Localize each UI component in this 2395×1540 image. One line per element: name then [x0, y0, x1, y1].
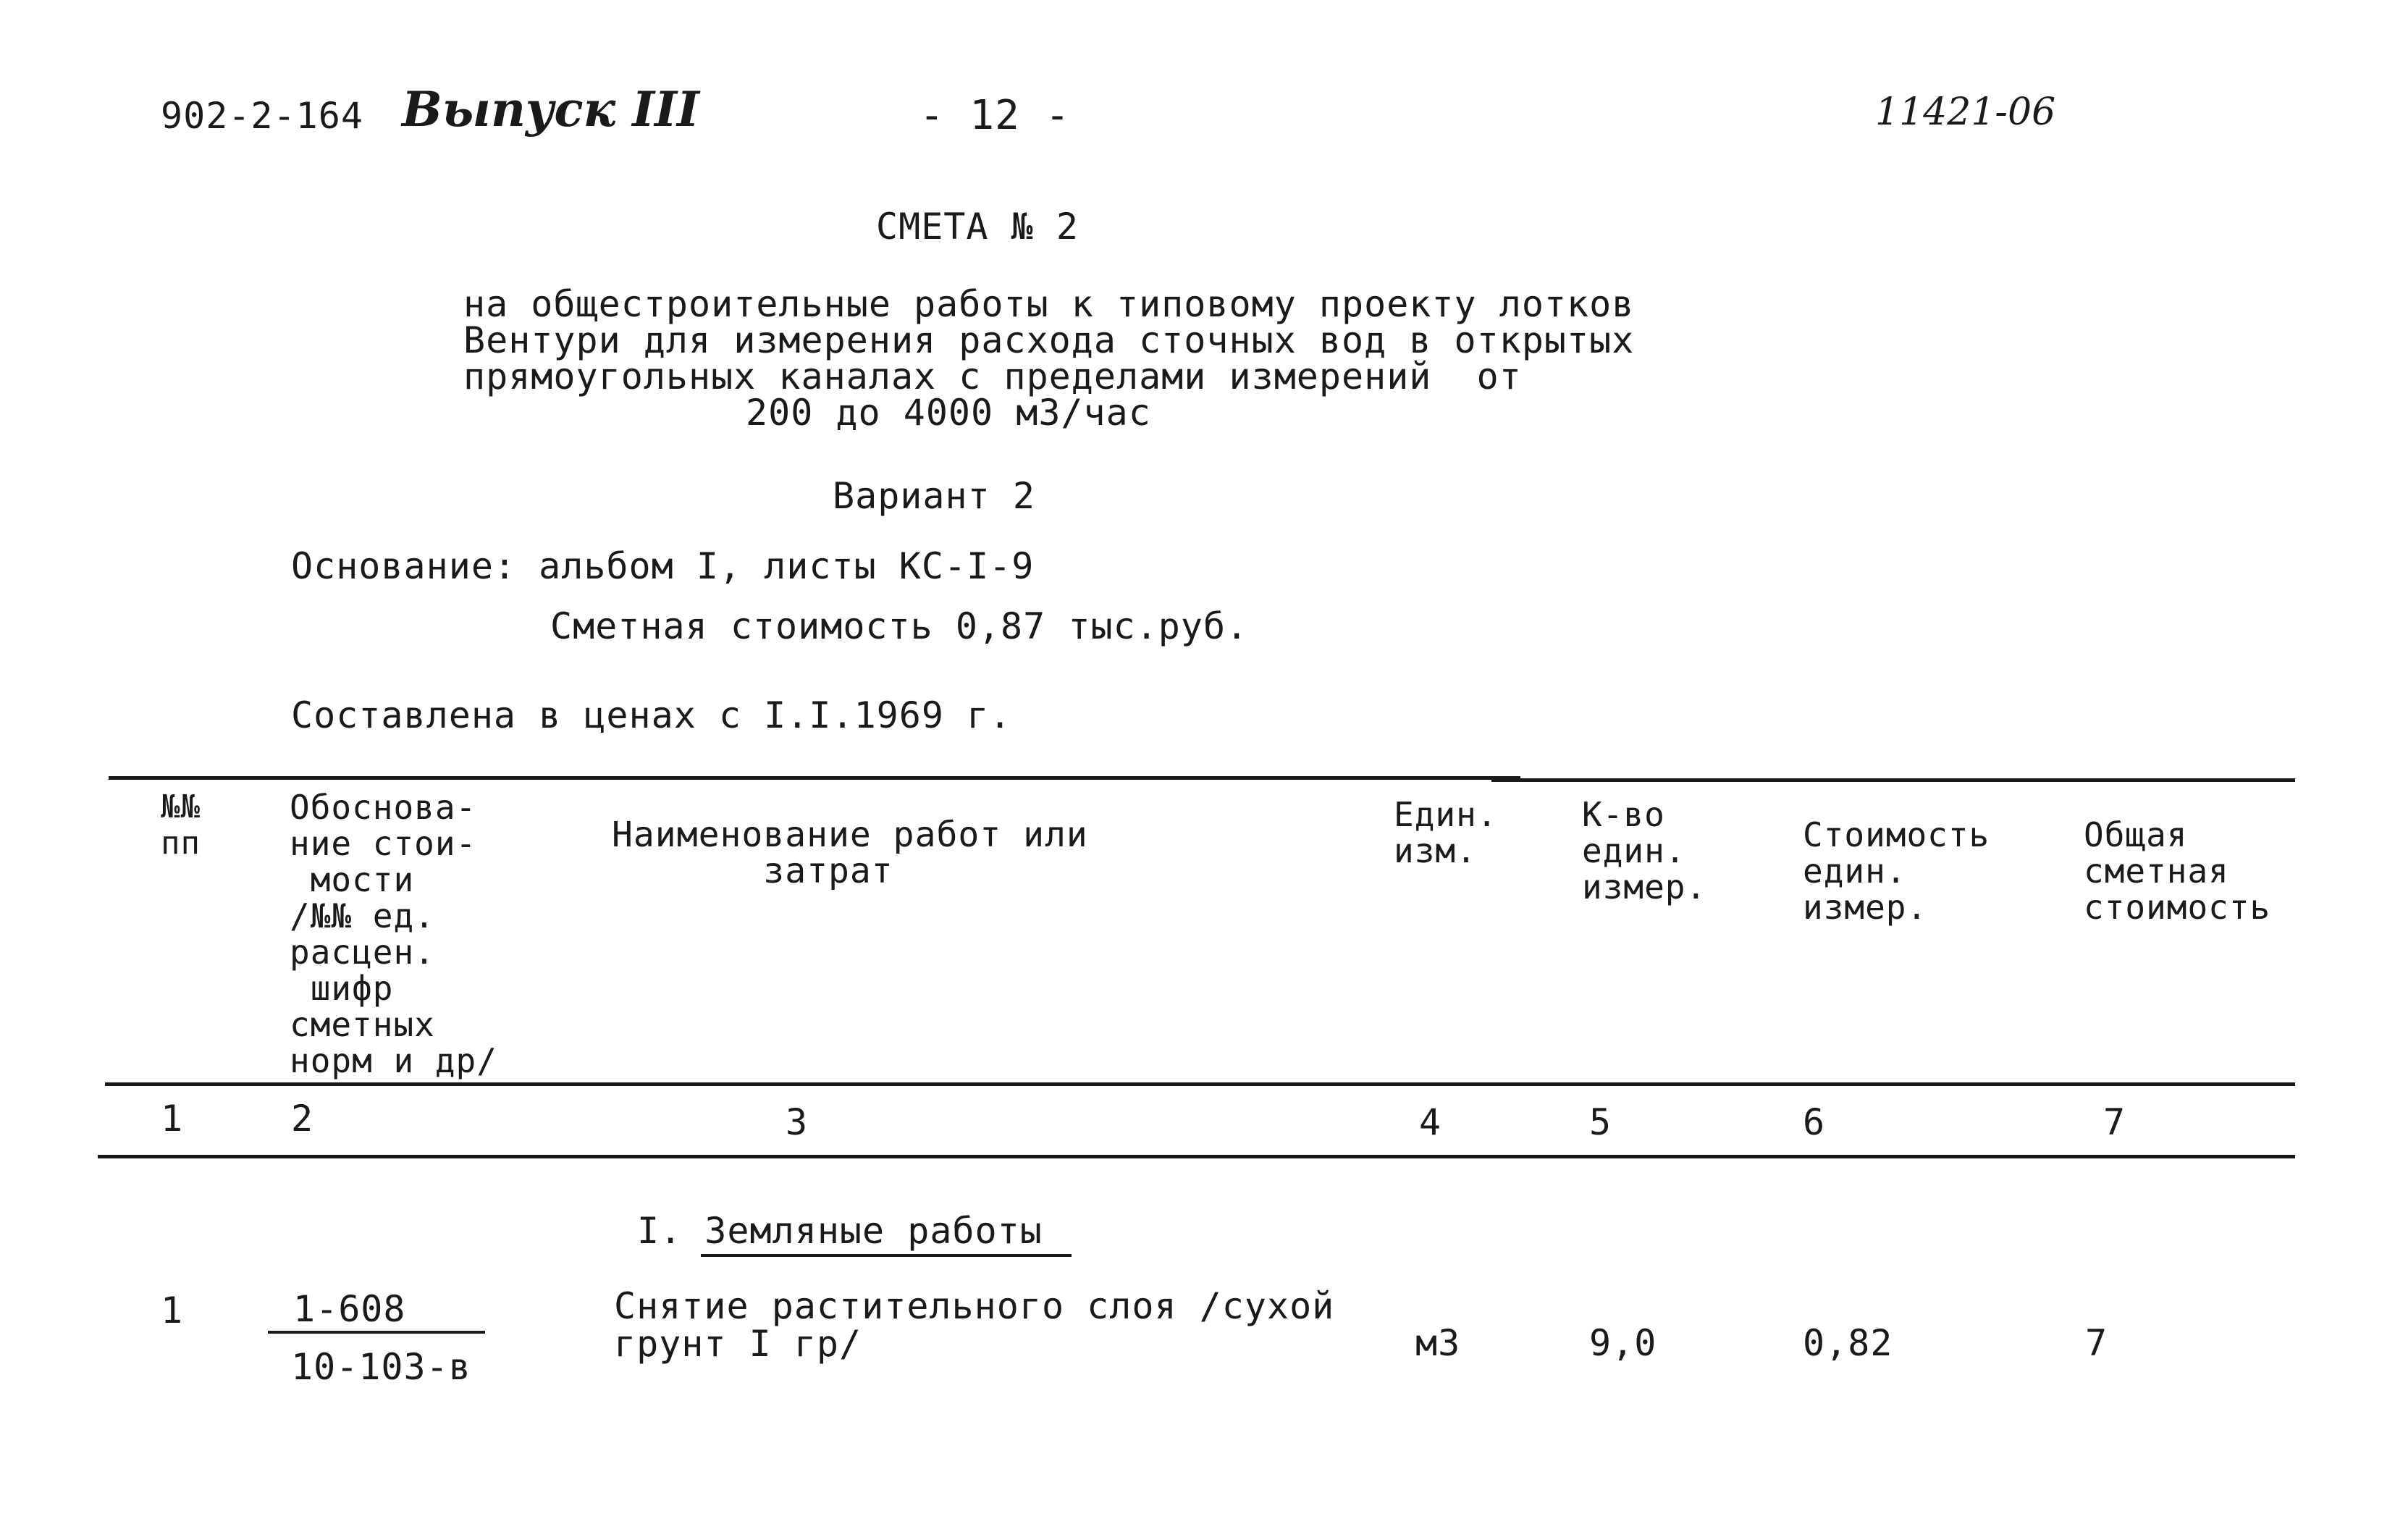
col-number-2: 2	[291, 1098, 314, 1140]
header-col-unit-cost: Стоимость един. измер.	[1803, 815, 1990, 927]
row-basis-bottom: 10-103-в	[291, 1346, 471, 1388]
description-line-2: Вентури для измерения расхода сточных вод в открытых	[463, 319, 1635, 361]
row-basis-divider	[268, 1331, 485, 1334]
document-title: СМЕТА № 2	[876, 206, 1079, 248]
header-col-qty: К-во един. измер.	[1582, 795, 1707, 906]
section-title-underline	[701, 1254, 1072, 1257]
row-quantity: 9,0	[1589, 1322, 1657, 1364]
header-col-unit: Един. изм.	[1394, 795, 1498, 870]
header-col-number: №№ пп	[161, 788, 201, 862]
variant-label: Вариант 2	[833, 475, 1035, 517]
page-number: - 12 -	[919, 92, 1071, 139]
row-total: 7	[2085, 1322, 2108, 1364]
basis-line: Основание: альбом I, листы КС-I-9	[291, 545, 1035, 587]
row-number: 1	[161, 1289, 184, 1331]
doc-code: 902-2-164	[161, 95, 363, 137]
prices-note: Составлена в ценах с I.I.1969 г.	[291, 694, 1012, 736]
numbers-bottom-rule	[98, 1155, 2295, 1158]
col-number-5: 5	[1589, 1101, 1612, 1143]
row-unit: м3	[1415, 1322, 1461, 1364]
section-title-text: I. Земляные работы	[637, 1210, 1043, 1252]
row-unit-cost: 0,82	[1803, 1322, 1893, 1364]
col-number-6: 6	[1803, 1101, 1826, 1143]
table-top-rule-right	[1491, 778, 2295, 782]
header-col-name: Наименование работ или затрат	[612, 815, 1088, 891]
row-basis-top: 1-608	[293, 1288, 406, 1330]
header-col-basis: Обоснова- ние стои- мости /№№ ед. расцен. шифр сметных норм и др/	[290, 788, 497, 1080]
col-number-4: 4	[1419, 1101, 1442, 1143]
col-number-1: 1	[161, 1098, 184, 1140]
col-number-7: 7	[2103, 1101, 2126, 1143]
row-work-name: Снятие растительного слоя /сухой грунт I гр/	[614, 1285, 1335, 1365]
header-bottom-rule	[105, 1082, 2295, 1086]
description-line-1: на общестроительные работы к типовому проекту лотков	[463, 283, 1635, 325]
inventory-number: 11421-06	[1875, 91, 2056, 134]
estimated-cost: Сметная стоимость 0,87 тыс.руб.	[550, 605, 1249, 647]
issue-label: Выпуск III	[402, 81, 699, 138]
header-col-total: Общая сметная стоимость	[2084, 815, 2271, 927]
section-title	[637, 1209, 1043, 1253]
description-line-3: прямоугольных каналах с пределами измерений от	[463, 355, 1522, 397]
col-number-3: 3	[786, 1101, 809, 1143]
table-top-rule	[109, 776, 1520, 780]
description-line-4: 200 до 4000 м3/час	[746, 392, 1151, 434]
